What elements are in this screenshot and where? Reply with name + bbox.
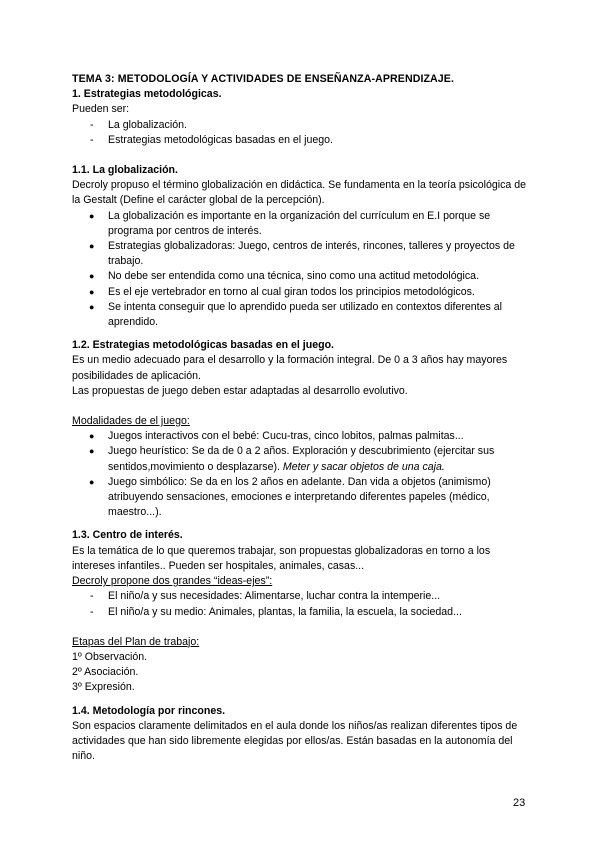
list-item-italic: Meter y sacar objetos de una caja.: [282, 460, 445, 473]
section-1-1-paragraph: Decroly propuso el término globalización en didáctica. Se fundamenta en la teoría psicológica de la Gestalt (Define el carácter global de la percepción).: [72, 179, 527, 207]
list-item: - El niño/a y su medio: Animales, plantas, la familia, la escuela, la sociedad...: [72, 605, 532, 620]
ideas-ejes-list: [72, 589, 532, 619]
section-1-intro: Pueden ser:: [72, 103, 130, 116]
page-number: 23: [513, 797, 526, 809]
list-item: ● Se intenta conseguir que lo aprendido pueda ser utilizado en contextos diferentes al aprendido.: [72, 300, 532, 330]
section-1-3-heading: 1.3. Centro de interés.: [72, 529, 183, 542]
document-title: TEMA 3: METODOLOGÍA Y ACTIVIDADES DE ENSEÑANZA-APRENDIZAJE.: [72, 73, 455, 85]
section-1-list: [72, 118, 532, 148]
etapa-item: 3º Expresión.: [72, 681, 135, 694]
etapas-label: Etapas del Plan de trabajo:: [72, 635, 200, 648]
list-item: ● Estrategias globalizadoras: Juego, centros de interés, rincones, talleres y proyectos de trabajo.: [72, 239, 532, 269]
list-item: [72, 444, 532, 474]
section-1-1-heading: 1.1. La globalización.: [72, 164, 178, 177]
list-item: ● Juego simbólico: Se da en los 2 años en adelante. Dan vida a objetos (animismo) atribuyendo sensaciones, emociones e interpretando diferentes papeles (médico, maestro...).: [72, 475, 532, 521]
section-1-1-bullets: [72, 209, 532, 331]
modalidades-label: Modalidades de el juego:: [72, 415, 190, 428]
section-1-4-heading: 1.4. Metodología por rincones.: [72, 704, 226, 717]
section-1-2-paragraph-1: Es un medio adecuado para el desarrollo y la formación integral. De 0 a 3 años hay mayores posibilidades de aplicación.: [72, 354, 508, 382]
decroly-label: Decroly propone dos grandes “ideas-ejes”:: [72, 575, 273, 588]
section-1-heading: 1. Estrategias metodológicas.: [72, 88, 222, 101]
section-1-4-paragraph: Son espacios claramente delimitados en el aula donde los niños/as realizan diferentes tipos de actividades que han sido libremente elegidas por ellos/as. Están basadas en la autonomía del niño.: [72, 719, 518, 763]
modalidades-list: [72, 429, 532, 520]
section-1-3-paragraph: Es la temática de lo que queremos trabajar, son propuestas globalizadoras en torno a los intereses infantiles.. Pueden ser hospitales, animales, casas...: [72, 544, 491, 572]
etapa-item: 1º Observación.: [72, 650, 148, 663]
list-item: - Estrategias metodológicas basadas en el juego.: [72, 133, 532, 148]
document-page: [72, 72, 532, 764]
etapa-item: 2º Asociación.: [72, 666, 139, 679]
list-item: ● No debe ser entendida como una técnica, sino como una actitud metodológica.: [72, 269, 532, 284]
list-item-text: Juego heurístico: Se da de 0 a 2 años. Exploración y descubrimiento (ejercitar sus sentidos,movimiento o desplazarse).: [108, 445, 495, 473]
section-1-2-paragraph-2: Las propuestas de juego deben estar adaptadas al desarrollo evolutivo.: [72, 384, 408, 397]
list-item: - El niño/a y sus necesidades: Alimentarse, luchar contra la intemperie...: [72, 589, 532, 604]
list-item: ● La globalización es importante en la organización del currículum en E.I porque se programa por centros de interés.: [72, 209, 532, 239]
list-item: ● Es el eje vertebrador en torno al cual giran todos los principios metodológicos.: [72, 285, 532, 300]
list-item: - La globalización.: [72, 118, 532, 133]
list-item: ● Juegos interactivos con el bebé: Cucu-tras, cinco lobitos, palmas palmitas...: [72, 429, 532, 444]
section-1-2-heading: 1.2. Estrategias metodológicas basadas en el juego.: [72, 339, 334, 352]
